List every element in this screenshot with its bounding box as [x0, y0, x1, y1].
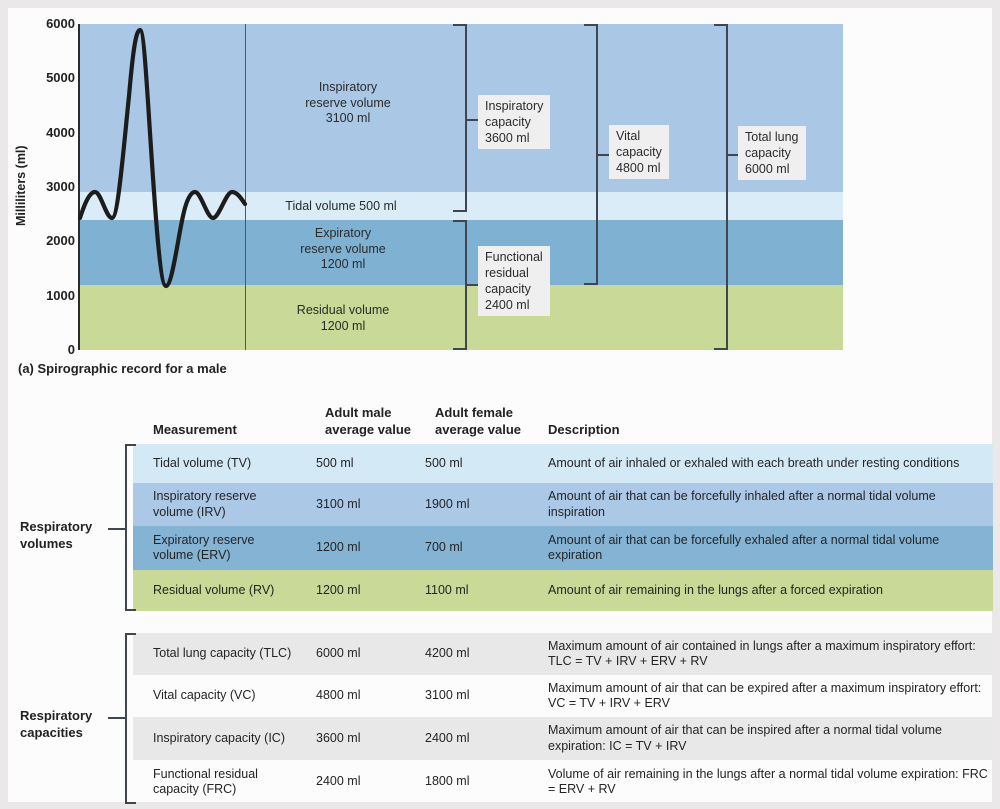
group-label-connector: [108, 717, 125, 719]
spirogram-plot: [80, 24, 843, 350]
inspiratory-capacity-box: [478, 95, 550, 149]
description-cell: Volume of air remaining in the lungs after a normal tidal volume expiration: FRC = ERV + RV: [548, 766, 988, 796]
adult-male-value-cell: 3100 ml: [316, 496, 361, 511]
adult-female-value-cell: 3100 ml: [425, 688, 470, 703]
inspiratory-capacity-box-line: 3600 ml: [485, 131, 530, 145]
y-axis-title: Milliliters (ml): [14, 145, 28, 227]
description-cell: Maximum amount of air contained in lungs after a maximum inspiratory effort: TLC = TV + IRV + ERV + RV: [548, 638, 976, 668]
spirogram-trace: [80, 24, 843, 350]
table-row: [133, 675, 993, 717]
y-tick-label: 4000: [46, 124, 75, 140]
adult-male-value-cell: 500 ml: [316, 455, 354, 470]
group-bracket-stem: [125, 633, 127, 804]
tidal-volume-label-line: Tidal volume 500 ml: [285, 199, 397, 213]
description-cell: Amount of air inhaled or exhaled with each breath under resting conditions: [548, 455, 960, 470]
table-row: [133, 717, 993, 760]
measurement-cell: [153, 483, 305, 526]
table-row: [133, 483, 993, 526]
table-row: [133, 760, 993, 804]
total-lung-capacity-bracket-stem: [726, 24, 728, 350]
measurement-cell: [153, 675, 305, 717]
measurement-cell: [153, 717, 305, 760]
adult-female-value-cell: 4200 ml: [425, 646, 470, 661]
header-adult-male-line1: Adult male: [325, 405, 392, 420]
functional-residual-capacity-box-line: residual: [485, 266, 529, 280]
inspiratory-capacity-box-line: capacity: [485, 115, 531, 129]
vital-capacity-box-line: capacity: [616, 145, 662, 159]
adult-female-value-cell: 700 ml: [425, 540, 463, 555]
description-cell: Amount of air remaining in the lungs after a forced expiration: [548, 582, 883, 597]
total-lung-capacity-bracket-bottom-arm: [714, 348, 726, 350]
group-label-0: [20, 519, 92, 552]
adult-female-value-cell: 1900 ml: [425, 496, 470, 511]
inspiratory-reserve-volume-label: [305, 80, 390, 127]
functional-residual-capacity-box: [478, 246, 550, 316]
measurement-cell: [153, 633, 305, 675]
residual-volume-label-line: 1200 ml: [320, 318, 366, 333]
measurement-line: volume (IRV): [153, 504, 226, 519]
header-adult-female-line2: average value: [435, 421, 522, 437]
group-label-line: Respiratory: [20, 519, 93, 534]
figure-caption: (a) Spirographic record for a male: [18, 361, 227, 376]
group-label-line: Respiratory: [20, 708, 93, 723]
header-measurement: Measurement: [153, 422, 237, 437]
functional-residual-capacity-box-line: capacity: [485, 282, 531, 296]
measurement-line: Total lung capacity (TLC): [153, 646, 292, 661]
total-lung-capacity-bracket-top-arm: [714, 24, 726, 26]
header-adult-female-line1: Adult female: [435, 405, 514, 420]
expiratory-reserve-volume-label-line: reserve volume: [300, 241, 386, 256]
inspiratory-capacity-bracket-bottom-arm: [453, 210, 465, 212]
group-label-line: volumes: [20, 535, 73, 551]
group-bracket-bottom-arm: [125, 802, 136, 804]
header-description: Description: [548, 422, 620, 437]
measurement-cell: [153, 760, 305, 804]
measurement-line: Functional residual: [153, 766, 258, 781]
functional-residual-capacity-box-line: 2400 ml: [485, 298, 530, 312]
vital-capacity-bracket-top-arm: [584, 24, 596, 26]
total-lung-capacity-box-line: 6000 ml: [745, 162, 790, 176]
total-lung-capacity-box-line: Total lung: [745, 130, 799, 144]
inspiratory-capacity-bracket-top-arm: [453, 24, 465, 26]
vital-capacity-bracket-bottom-arm: [584, 283, 596, 285]
description-cell: Maximum amount of air that can be expired after a maximum inspiratory effort: VC = TV + IRV + ERV: [548, 680, 982, 710]
table-row: [133, 570, 993, 611]
measurement-line: Vital capacity (VC): [153, 688, 256, 703]
residual-volume-label-line: Residual volume: [296, 303, 390, 317]
y-tick-label: 1000: [46, 287, 75, 303]
y-tick-label: 2000: [46, 233, 75, 249]
table-row: [133, 444, 993, 483]
expiratory-reserve-volume-label-line: 1200 ml: [320, 257, 366, 271]
adult-female-value-cell: 1800 ml: [425, 774, 470, 789]
description-cell: Maximum amount of air that can be inspired after a normal tidal volume expiration: IC = TV + IRV: [548, 723, 942, 753]
measurement-cell: [153, 444, 305, 483]
header-adult-female: [435, 405, 521, 438]
description-cell: Amount of air that can be forcefully exhaled after a normal tidal volume expiration: [548, 532, 940, 562]
adult-male-value-cell: 3600 ml: [316, 730, 361, 745]
adult-female-value-cell: 2400 ml: [425, 730, 470, 745]
y-tick-label: 0: [67, 342, 75, 357]
figure-content-area: [8, 8, 992, 802]
total-lung-capacity-box-line: capacity: [745, 146, 791, 160]
functional-residual-capacity-bracket-bottom-arm: [453, 348, 465, 350]
group-bracket-top-arm: [125, 633, 136, 635]
vital-capacity-bracket-mid-arm: [596, 154, 609, 156]
header-adult-male: [325, 405, 411, 438]
tidal-volume-label: [285, 199, 396, 215]
group-bracket-top-arm: [125, 444, 136, 446]
y-tick-label: 3000: [46, 179, 75, 194]
measurement-cell: [153, 570, 305, 611]
adult-male-value-cell: 1200 ml: [316, 540, 361, 555]
table-row: [133, 633, 993, 675]
group-label-connector: [108, 528, 125, 530]
functional-residual-capacity-box-line: Functional: [485, 250, 543, 264]
residual-volume-label: [297, 303, 389, 334]
y-tick-label: 6000: [46, 16, 75, 31]
inspiratory-capacity-bracket-mid-arm: [465, 119, 478, 121]
measurement-line: capacity (FRC): [153, 782, 237, 796]
group-bracket-stem: [125, 444, 127, 611]
spirogram-curve-path: [80, 30, 245, 286]
adult-female-value-cell: 500 ml: [425, 455, 463, 470]
functional-residual-capacity-bracket-mid-arm: [465, 284, 478, 286]
measurement-line: volume (ERV): [153, 548, 231, 562]
vital-capacity-box-line: Vital: [616, 129, 641, 143]
measurement-line: Inspiratory capacity (IC): [153, 730, 285, 745]
group-label-1: [20, 708, 92, 741]
measurement-line: Residual volume (RV): [153, 582, 275, 597]
description-cell: Amount of air that can be forcefully inhaled after a normal tidal volume inspiration: [548, 489, 936, 519]
measurement-line: Expiratory reserve: [153, 532, 255, 547]
measurement-line: Inspiratory reserve: [153, 489, 257, 503]
vital-capacity-box-line: 4800 ml: [616, 161, 661, 175]
header-adult-male-line2: average value: [325, 421, 412, 437]
measurement-line: Tidal volume (TV): [153, 455, 252, 470]
total-lung-capacity-box: [738, 126, 806, 180]
vital-capacity-box: [609, 125, 669, 179]
adult-female-value-cell: 1100 ml: [425, 582, 469, 597]
adult-male-value-cell: 2400 ml: [316, 774, 361, 789]
functional-residual-capacity-bracket-top-arm: [453, 220, 465, 222]
inspiratory-capacity-bracket-stem: [465, 24, 467, 212]
y-tick-label: 5000: [46, 70, 75, 86]
group-bracket-bottom-arm: [125, 609, 136, 611]
adult-male-value-cell: 4800 ml: [316, 688, 361, 703]
table-row: [133, 526, 993, 570]
measurement-cell: [153, 526, 305, 570]
adult-male-value-cell: 1200 ml: [316, 582, 361, 597]
adult-male-value-cell: 6000 ml: [316, 646, 361, 661]
inspiratory-reserve-volume-label-line: Inspiratory: [318, 80, 378, 94]
group-label-line: capacities: [20, 724, 83, 740]
inspiratory-capacity-box-line: Inspiratory: [485, 99, 544, 113]
inspiratory-reserve-volume-label-line: reserve volume: [305, 95, 391, 110]
inspiratory-reserve-volume-label-line: 3100 ml: [325, 111, 371, 125]
expiratory-reserve-volume-label-line: Expiratory: [314, 226, 372, 240]
expiratory-reserve-volume-label: [300, 226, 385, 273]
